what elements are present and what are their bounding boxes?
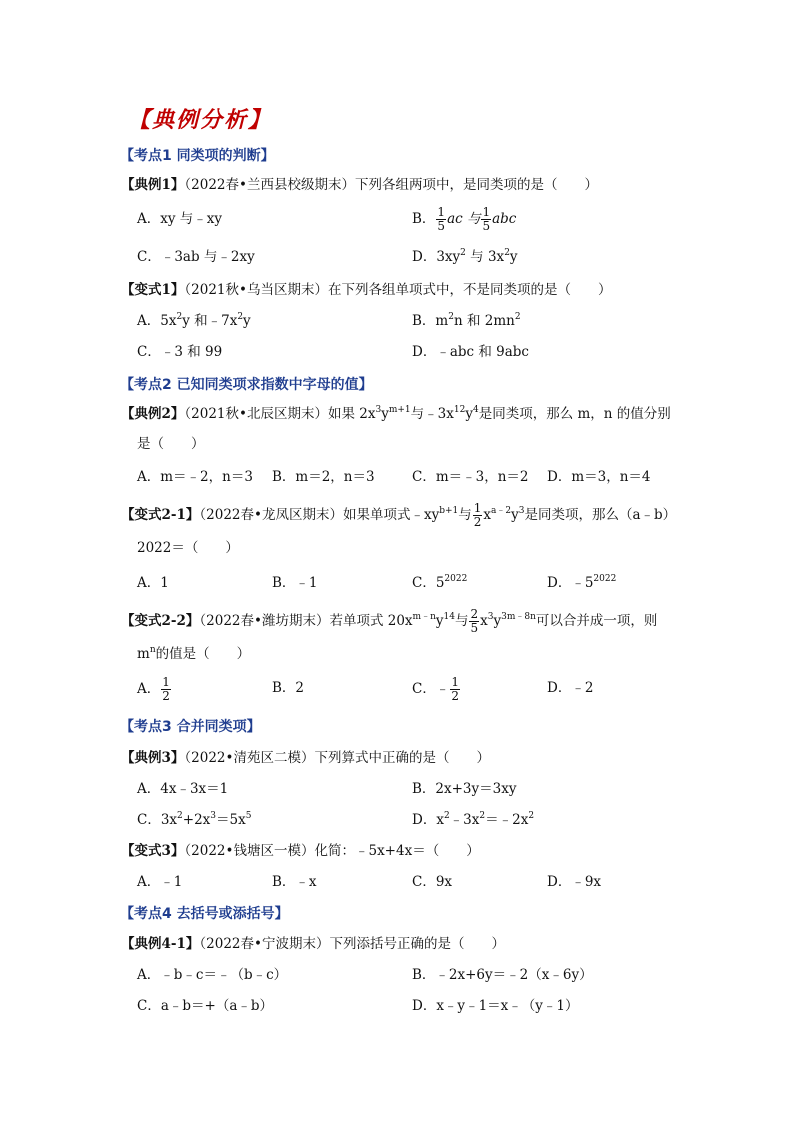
question-example-2: 【典例2】（2021秋•北辰区期末）如果 $2x^3y^{m+1}$与$﹣3x^{12}y^4$是同类项，那么 m，n 的值分别 [121,405,671,422]
option-a: A．﹣1 [137,874,183,890]
topic-heading-4: 【考点4 去括号或添括号】 [120,906,289,922]
question-example-1 [121,175,598,195]
option-d: D．﹣2 [547,680,594,696]
option-b: B．﹣2x+6y＝﹣2（x﹣6y） [412,967,593,983]
option-c: C．﹣ $\frac{1}{2}$ [412,675,459,703]
question-tag: 【变式3】 [121,843,185,859]
fraction: $\frac{1}{2}$ [451,675,459,703]
option-c: C．﹣3 和 99 [137,344,223,360]
option-d: D．$﹣5^{2022}$ [547,574,617,591]
question-stem: （2022•钱塘区一模）化简：﹣5x+4x＝（ ） [184,843,480,859]
topic-heading-1: 【考点1 同类项的判断】 [120,148,275,164]
option-c: C．9x [412,874,453,890]
fraction: $\frac{1}{5}$ [482,205,491,233]
question-stem: （2021秋•乌当区期末）在下列各组单项式中，不是同类项的是（ ） [184,282,612,298]
question-tag: 【典例4-1】 [121,936,200,952]
question-variant-2-2: 【变式2-2】（2022春•潍坊期末）若单项式 $20x^{m﹣n}y^{14}$与 $\frac{2}{5}$ $x^3y^{3m﹣8n}$可以合并成一项，则 [121,607,658,635]
option-d: D．$x^2﹣3x^2=﹣2x^2$ [412,811,535,828]
option-d: D．x﹣y﹣1＝x﹣（y﹣1） [412,998,579,1014]
option-d: D．$3xy^2$ 与 $3x^2y$ [412,248,518,265]
section-banner: 【典例分析】 [128,107,273,133]
option-a: A． $\frac{1}{2}$ [137,675,170,703]
topic-heading-3: 【考点3 合并同类项】 [120,719,261,735]
option-a: A．1 [137,575,169,591]
fraction: $\frac{1}{2}$ [162,675,170,703]
fraction: $\frac{1}{2}$ [473,501,482,529]
option-b: B．$m^2n$ 和 $2mn^2$ [412,312,521,329]
option-d: D．﹣abc 和 9abc [412,344,529,360]
question-tag: 【典例2】 [121,406,185,422]
option-a: A．m＝﹣2，n＝3 [137,469,253,485]
option-b: B．﹣x [272,874,317,890]
option-b: B．2 [272,680,305,696]
question-stem-cont: 2022＝（ ） [137,540,239,556]
question-stem: （2022春•宁波期末）下列添括号正确的是（ ） [199,936,505,952]
option-b: B．m＝2，n＝3 [272,469,375,485]
question-tag: 【典例3】 [121,750,185,766]
option-c: C．$3x^2+2x^3=5x^5$ [137,811,252,828]
option-d: D．﹣9x [547,874,602,890]
question-stem: （2022春•兰西县校级期末）下列各组两项中，是同类项的是（ ） [184,177,598,193]
question-tag: 【变式2-2】 [121,613,200,629]
question-stem-cont: $m^n$的值是（ ） [137,645,251,662]
topic-heading-2: 【考点2 已知同类项求指数中字母的值】 [120,377,373,393]
option-c: C．m＝﹣3，n＝2 [412,469,529,485]
question-tag: 【典例1】 [121,177,185,193]
option-b: B．﹣1 [272,575,318,591]
question-variant-2-1: 【变式2-1】（2022春•龙凤区期末）如果单项式$﹣xy^{b+1}$与 $\frac{1}{2}$ $x^{a﹣2}y^3$是同类项，那么（a﹣b） [121,501,677,529]
question-example-3 [121,748,490,768]
question-stem-cont: 是（ ） [137,436,205,452]
option-c: C．﹣3ab 与﹣2xy [137,249,255,265]
question-variant-3 [121,841,480,861]
option-c: C．$5^{2022}$ [412,574,468,591]
option-b: B． $\frac{1}{5}$ ac 与 $\frac{1}{5}$ abc [412,205,517,233]
option-b: B．2x+3y＝3xy [412,781,517,797]
option-a: A．4x﹣3x＝1 [137,781,229,797]
question-stem: （2022•清苑区二模）下列算式中正确的是（ ） [184,750,490,766]
option-a: A．$5x^2y$ 和$﹣7x^2y$ [137,312,251,329]
fraction: $\frac{1}{5}$ [437,205,446,233]
question-example-4-1 [121,934,505,954]
question-variant-1 [121,280,611,300]
question-tag: 【变式2-1】 [121,507,200,523]
option-a: A．xy 与﹣xy [137,211,223,227]
option-d: D．m＝3，n＝4 [547,469,651,485]
option-a: A．﹣b﹣c＝﹣（b﹣c） [137,967,288,983]
option-c: C．a﹣b＝+（a﹣b） [137,998,274,1014]
fraction: $\frac{2}{5}$ [470,607,479,635]
question-tag: 【变式1】 [121,282,185,298]
